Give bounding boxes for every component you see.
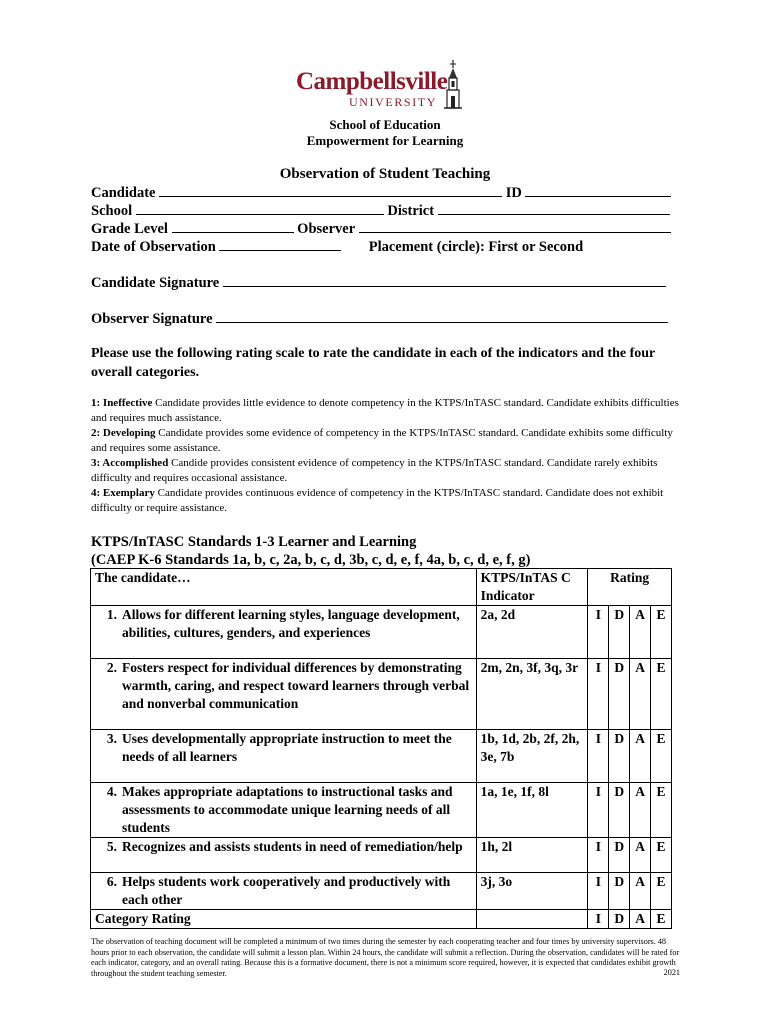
candidate-label: Candidate xyxy=(91,185,156,201)
university-logo xyxy=(292,60,477,112)
rating-d[interactable]: D xyxy=(609,783,630,838)
rating-a[interactable]: A xyxy=(630,659,651,730)
indicator-cell: 1h, 2l xyxy=(476,838,588,873)
observer-field[interactable] xyxy=(359,219,671,233)
rating-a[interactable]: A xyxy=(630,606,651,659)
scale-key: 3: Accomplished xyxy=(91,457,169,469)
rating-a[interactable]: A xyxy=(630,838,651,873)
item-text: Uses developmentally appropriate instruction to meet the needs of all learners xyxy=(122,731,452,764)
indicator-cell: 1a, 1e, 1f, 8l xyxy=(476,783,588,838)
rating-d[interactable]: D xyxy=(609,873,630,910)
rating-e[interactable]: E xyxy=(651,838,672,873)
rating-e[interactable]: E xyxy=(651,873,672,910)
table-row xyxy=(91,783,672,838)
school-row xyxy=(91,201,670,220)
scale-item xyxy=(91,486,691,516)
district-field[interactable] xyxy=(438,201,670,215)
observer-label: Observer xyxy=(297,221,355,237)
item-text: Fosters respect for individual differences by demonstrating warmth, caring, and respect toward learners through verbal and nonverbal communication xyxy=(122,660,470,711)
observer-signature-label: Observer Signature xyxy=(91,311,213,327)
logo-subtitle: UNIVERSITY xyxy=(349,95,437,109)
rating-d[interactable]: D xyxy=(609,910,630,929)
rating-a[interactable]: A xyxy=(630,910,651,929)
table-row xyxy=(91,730,672,783)
item-cell xyxy=(91,730,477,783)
item-number: 4. xyxy=(106,784,117,799)
scale-text: Candidate provides little evidence to denote competency in the KTPS/InTASC standard. Candidate exhibits difficulties and requires much assistance. xyxy=(91,397,679,424)
rating-i[interactable]: I xyxy=(588,838,609,873)
item-cell xyxy=(91,873,477,910)
grade-level-field[interactable] xyxy=(172,219,294,233)
item-cell xyxy=(91,606,477,659)
indicator-cell: 1b, 1d, 2b, 2f, 2h, 3e, 7b xyxy=(476,730,588,783)
indicator-cell: 2a, 2d xyxy=(476,606,588,659)
standards-heading xyxy=(91,533,530,569)
school-name: School of Education xyxy=(329,117,441,132)
table-row xyxy=(91,838,672,873)
rating-i[interactable]: I xyxy=(588,783,609,838)
scale-text: Candidate provides some evidence of competency in the KTPS/InTASC standard. Candidate exhibits some difficulty and requires some assistance. xyxy=(91,427,673,454)
footer-note: The observation of teaching document will be completed a minimum of two times during the semester by each cooperating teacher and four times by university supervisors. 48 hours prior to each observation, the candidate will submit a lesson plan. Within 24 hours, the candidate will submit a reflection. During the observation, candidates will be rated for each indicator, category, and an overall rating. Because this is a formative document, there is not a minimum score required, however, it is expected that candidates exhibit growth throughout the student teaching semester. xyxy=(91,937,680,978)
standards-title: KTPS/InTASC Standards 1-3 Learner and Learning xyxy=(91,534,417,550)
observation-table xyxy=(90,568,672,929)
item-number: 1. xyxy=(106,607,117,622)
table-row xyxy=(91,873,672,910)
rating-a[interactable]: A xyxy=(630,873,651,910)
observer-signature-field[interactable] xyxy=(216,309,668,323)
caep-standards: (CAEP K-6 Standards 1a, b, c, 2a, b, c, d, 3b, c, d, e, f, 4a, b, c, d, e, f, g) xyxy=(91,552,531,568)
id-field[interactable] xyxy=(525,183,671,197)
id-label: ID xyxy=(505,185,522,201)
school-tagline: Empowerment for Learning xyxy=(306,133,464,148)
logo-wordmark: Campbellsville xyxy=(296,68,448,95)
category-rating-label: Category Rating xyxy=(91,910,477,929)
item-number: 3. xyxy=(106,731,117,746)
rating-e[interactable]: E xyxy=(651,783,672,838)
date-row xyxy=(91,237,583,256)
candidate-signature-label: Candidate Signature xyxy=(91,275,220,291)
rating-e[interactable]: E xyxy=(651,910,672,929)
rating-i[interactable]: I xyxy=(588,659,609,730)
scale-text: Candide provides consistent evidence of competency in the KTPS/InTASC standard. Candidate rarely exhibits difficulty and requires occasional assistance. xyxy=(91,457,658,484)
rating-a[interactable]: A xyxy=(630,730,651,783)
rating-a[interactable]: A xyxy=(630,783,651,838)
item-number: 6. xyxy=(106,874,117,889)
date-field[interactable] xyxy=(219,237,341,251)
grade-level-label: Grade Level xyxy=(91,221,168,237)
candidate-signature-field[interactable] xyxy=(223,273,666,287)
category-indicator-cell xyxy=(476,910,588,929)
item-text: Makes appropriate adaptations to instructional tasks and assessments to accommodate unique learning needs of all students xyxy=(122,784,453,835)
form-title: Observation of Student Teaching xyxy=(279,166,491,182)
item-number: 5. xyxy=(106,839,117,854)
rating-d[interactable]: D xyxy=(609,606,630,659)
rating-i[interactable]: I xyxy=(588,606,609,659)
table-row xyxy=(91,606,672,659)
rating-i[interactable]: I xyxy=(588,910,609,929)
school-field[interactable] xyxy=(136,201,384,215)
scale-item xyxy=(91,396,691,426)
rating-e[interactable]: E xyxy=(651,606,672,659)
category-rating-row xyxy=(91,910,672,929)
rating-instructions: Please use the following rating scale to rate the candidate in each of the indicators and the four overall categories. xyxy=(91,346,655,380)
scale-item xyxy=(91,456,691,486)
item-text: Recognizes and assists students in need of remediation/help xyxy=(122,839,463,854)
scale-key: 1: Ineffective xyxy=(91,397,153,409)
table-row xyxy=(91,659,672,730)
item-cell xyxy=(91,783,477,838)
table-header-row xyxy=(91,569,672,606)
item-cell xyxy=(91,838,477,873)
item-number: 2. xyxy=(106,660,117,675)
indicator-cell: 2m, 2n, 3f, 3q, 3r xyxy=(476,659,588,730)
scale-text: Candidate provides continuous evidence of competency in the KTPS/InTASC standard. Candidate does not exhibit difficulty or require assistance. xyxy=(91,487,664,514)
header-rating: Rating xyxy=(588,569,672,606)
scale-item xyxy=(91,426,691,456)
item-text: Allows for different learning styles, language development, abilities, cultures, genders, and experiences xyxy=(122,607,460,640)
header-indicator: KTPS/InTAS C Indicator xyxy=(476,569,588,606)
rating-scale xyxy=(91,396,691,516)
grade-row xyxy=(91,219,671,238)
rating-e[interactable]: E xyxy=(651,730,672,783)
candidate-row xyxy=(91,183,671,202)
school-label: School xyxy=(91,203,133,219)
district-label: District xyxy=(387,203,435,219)
rating-i[interactable]: I xyxy=(588,873,609,910)
candidate-signature-row xyxy=(91,273,666,292)
rating-d[interactable]: D xyxy=(609,838,630,873)
scale-key: 4: Exemplary xyxy=(91,487,155,499)
scale-key: 2: Developing xyxy=(91,427,156,439)
date-label: Date of Observation xyxy=(91,239,216,255)
header-candidate: The candidate… xyxy=(91,569,477,606)
rating-i[interactable]: I xyxy=(588,730,609,783)
placement-label: Placement (circle): First or Second xyxy=(368,239,584,255)
item-text: Helps students work cooperatively and productively with each other xyxy=(122,874,451,907)
rating-e[interactable]: E xyxy=(651,659,672,730)
footer-year: 2021 xyxy=(663,968,680,977)
bell-tower-icon xyxy=(440,60,466,110)
indicator-cell: 3j, 3o xyxy=(476,873,588,910)
candidate-field[interactable] xyxy=(159,183,502,197)
rating-d[interactable]: D xyxy=(609,659,630,730)
item-cell xyxy=(91,659,477,730)
rating-d[interactable]: D xyxy=(609,730,630,783)
observer-signature-row xyxy=(91,309,668,328)
